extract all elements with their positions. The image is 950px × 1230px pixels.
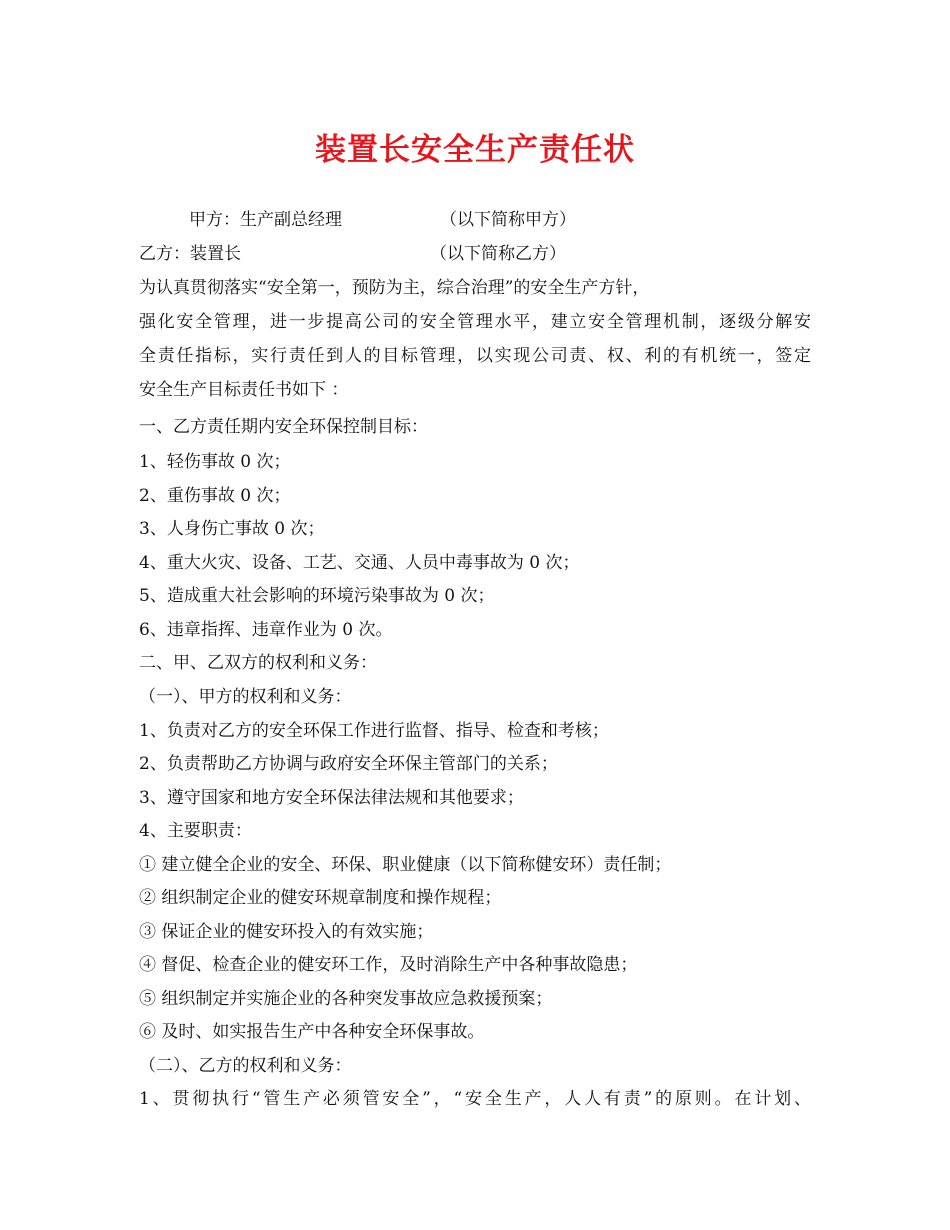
section1-heading: 一、乙方责任期内安全环保控制目标：: [139, 417, 428, 437]
duty-item: ⑥ 及时、如实报告生产中各种安全环保事故。: [139, 1022, 485, 1042]
sub1-heading: （一）、甲方的权利和义务：: [139, 687, 352, 707]
sub2-item: 1、贯彻执行“管生产必须管安全”，“安全生产，人人有责”的原则。在计划、: [139, 1089, 812, 1109]
duty-item: ③ 保证企业的健安环投入的有效实施；: [139, 922, 434, 942]
party-a-note: （以下简称甲方）: [440, 210, 576, 230]
duty-item: ④ 督促、检查企业的健安环工作，及时消除生产中各种事故隐患；: [139, 955, 638, 975]
section1-item: 3、人身伤亡事故 0 次；: [139, 519, 325, 539]
party-b-label: 乙方：装置长: [139, 244, 241, 264]
sub1-item: 4、主要职责：: [139, 821, 252, 841]
intro-line: 全责任指标，实行责任到人的目标管理，以实现公司责、权、利的有机统一，签定: [139, 346, 811, 366]
party-a-label: 甲方：生产副总经理: [189, 210, 342, 230]
sub2-heading: （二）、乙方的权利和义务：: [139, 1056, 352, 1076]
document-title: 装置长安全生产责任状: [315, 132, 635, 168]
duty-item: ① 建立健全企业的安全、环保、职业健康（以下简称健安环）责任制；: [139, 855, 672, 875]
section2-heading: 二、甲、乙双方的权利和义务：: [139, 653, 377, 673]
section1-item: 2、重伤事故 0 次；: [139, 486, 291, 506]
section1-item: 4、重大火灾、设备、工艺、交通、人员中毒事故为 0 次；: [139, 553, 580, 573]
sub1-item: 3、遵守国家和地方安全环保法律法规和其他要求；: [139, 788, 524, 808]
section1-item: 5、造成重大社会影响的环境污染事故为 0 次；: [139, 586, 495, 606]
section1-item: 1、轻伤事故 0 次；: [139, 452, 291, 472]
duty-item: ⑤ 组织制定并实施企业的各种突发事故应急救援预案；: [139, 989, 553, 1009]
intro-line: 为认真贯彻落实“安全第一，预防为主，综合治理”的安全生产方针，: [139, 278, 650, 298]
sub1-item: 2、负责帮助乙方协调与政府安全环保主管部门的关系；: [139, 754, 558, 774]
party-b-note: （以下简称乙方）: [430, 244, 566, 264]
section1-item: 6、违章指挥、违章作业为 0 次。: [139, 620, 393, 640]
sub1-item: 1、负责对乙方的安全环保工作进行监督、指导、检查和考核；: [139, 721, 609, 741]
intro-line: 安全生产目标责任书如下 ：: [139, 380, 349, 400]
duty-item: ② 组织制定企业的健安环规章制度和操作规程；: [139, 888, 502, 908]
intro-line: 强化安全管理，进一步提高公司的安全管理水平，建立安全管理机制，逐级分解安: [139, 312, 811, 332]
